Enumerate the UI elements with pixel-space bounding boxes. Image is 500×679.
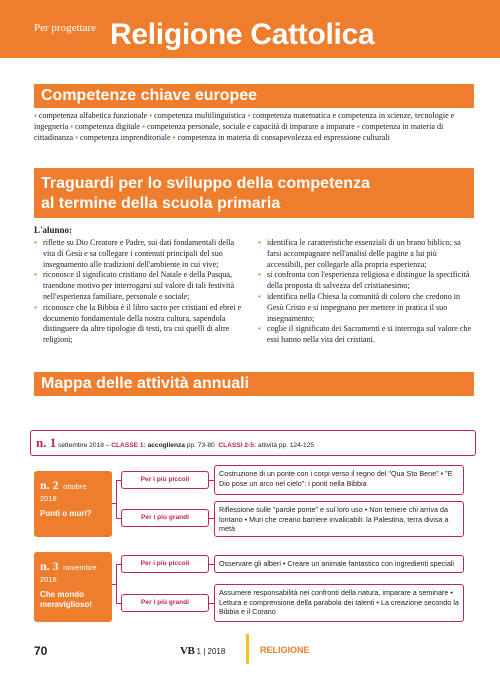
step-2-piccoli-label: Per i più piccoli [121, 471, 209, 489]
competenza-item: competenza imprenditoriale [80, 132, 171, 142]
traguardo-item: ▪ si confronta con l'esperienza religiosa e distingue la specificità della proposta di salvezza del cristianesimo; [258, 270, 470, 291]
step-3-year: 2018 [40, 575, 57, 584]
step-1-number: n. 1 [36, 435, 57, 450]
header-kicker: Per progettare [34, 22, 96, 34]
step-2-number: n. 2 [40, 478, 59, 492]
step-1-box [30, 430, 476, 456]
traguardi-heading [34, 168, 474, 218]
traguardi-heading-line2: al termine della scuola primaria [41, 195, 281, 212]
connector-line [116, 564, 117, 604]
mappa-heading: Mappa delle attività annuali [34, 372, 474, 396]
issue-label: 1 | 2018 [196, 647, 226, 656]
footer-section: RELIGIONE [260, 645, 310, 655]
step-1-class2-pages: pp. 124-125 [278, 442, 315, 449]
step-1-class1-pages: pp. 73-80 [186, 442, 215, 449]
page-number: 70 [34, 644, 48, 658]
traguardi-heading-line1: Traguardi per lo sviluppo della competenza [41, 175, 370, 192]
connector-line [116, 480, 117, 519]
step-2-year: 2018 [40, 494, 57, 503]
competenza-item: competenza alfabetica funzionale [38, 111, 148, 120]
step-3-piccoli-text: Osservare gli alberi • Creare un animale fantastico con ingredienti speciali [214, 555, 464, 573]
traguardi-intro: L'alunno: [34, 225, 73, 235]
step-3-month: novembre [63, 563, 97, 572]
competenze-heading: Competenze chiave europee [34, 84, 474, 108]
competenze-list: ▪ competenza alfabetica funzionale ▪ competenza multilinguistica ▪ competenza matematica e competenza in scienze, tecnologie e ingegneria ▪ competenza digitale ▪ competenza personale, sociale e capacità di imparare a imparare ▪ competenza in materia di cittadinanza ▪ competenza imprenditoriale ▪ competenza in materia di consapevolezza ed espressione culturali [34, 111, 455, 142]
step-2-piccoli-text: Costruzione di un ponte con i corpi verso il regno del "Qua Sto Bene" • "E Dio pose un arco nel cielo": i ponti nella Bibbia [214, 465, 464, 495]
traguardo-item: ▪ riconosce il significato cristiano del Natale e della Pasqua, traendone motivo per interrogarsi sul valore di tali festività nell'esperienza familiare, personale e sociale; [34, 270, 235, 301]
competenza-item: competenza in materia di cittadinanza [34, 121, 444, 142]
step-1-month: settembre 2018 [58, 442, 104, 449]
step-1-class1-text: accoglienza [147, 442, 185, 449]
competenza-item: competenza matematica e competenza in scienze, tecnologie e ingegneria [34, 111, 455, 131]
step-2-box [34, 471, 112, 537]
competenza-item: competenza in materia di consapevolezza ed espressione culturali [177, 132, 390, 142]
step-1-class2-label: CLASSI 2-5: [218, 442, 257, 449]
traguardo-item: ▪ coglie il significato dei Sacramenti e si interroga sul valore che essi hanno nella vita dei cristiani. [258, 324, 472, 345]
step-3-number: n. 3 [40, 559, 59, 573]
step-3-grandi-label: Per i più grandi [121, 594, 209, 612]
step-2-title: Ponti o muri? [40, 509, 92, 518]
footer-meta [180, 645, 225, 657]
page-title: Religione Cattolica [110, 18, 375, 51]
step-1-class2-text: attività [257, 442, 277, 449]
traguardo-item: ▪ riconosce che la Bibbia è il libro sacro per cristiani ed ebrei e documento fondamentale della nostra cultura, sapendola distinguere da altre tipologie di testi, tra cui quelli di altre religioni; [34, 302, 242, 345]
step-3-box [34, 552, 112, 622]
traguardo-item: ▪ identifica le caratteristiche essenziali di un brano biblico; sa farsi accompagnare nell'analisi delle pagine a lui più accessibili, per collegarle alla propria esperienza; [258, 238, 461, 269]
step-3-title: Che mondo meraviglioso! [40, 590, 93, 609]
traguardi-right-column [258, 238, 474, 346]
step-3-grandi-text: Assumere responsabilità nei confronti della natura, imparare a seminare • Lettura e comprensione della parabola dei talenti • La creazione secondo la Bibbia e il Corano [214, 584, 464, 622]
magazine-logo: VB [180, 645, 195, 657]
traguardi-left-column [34, 238, 247, 346]
traguardo-item: ▪ riflette su Dio Creatore e Padre, sui dati fondamentali della vita di Gesù e sa collegare i contenuti principali del suo insegnamento alle tradizioni dell'ambiente in cui vive; [34, 238, 235, 269]
step-2-grandi-label: Per i più grandi [121, 509, 209, 527]
step-1-separator: – [105, 442, 110, 449]
competenza-item: competenza multilinguistica [154, 111, 246, 120]
step-1-class1-label: CLASSE 1: [111, 442, 146, 449]
step-2-grandi-text: Riflessione sulle "parole ponte" e sul loro uso • Non temere chi arriva da lontano • Muri che creano barriere invalicabili: la Palestina, terra divisa a metà [214, 501, 464, 537]
step-2-month: ottobre [63, 482, 87, 491]
competenza-item: competenza digitale [75, 121, 141, 131]
page-header [0, 0, 500, 58]
competenza-item: competenza personale, sociale e capacità di imparare a imparare [146, 121, 355, 131]
step-3-piccoli-label: Per i più piccoli [121, 555, 209, 573]
footer-divider [246, 634, 249, 664]
traguardo-item: ▪ identifica nella Chiesa la comunità di coloro che credono in Gesù Cristo e si impegnano per mettere in pratica il suo insegnamento; [258, 291, 461, 323]
